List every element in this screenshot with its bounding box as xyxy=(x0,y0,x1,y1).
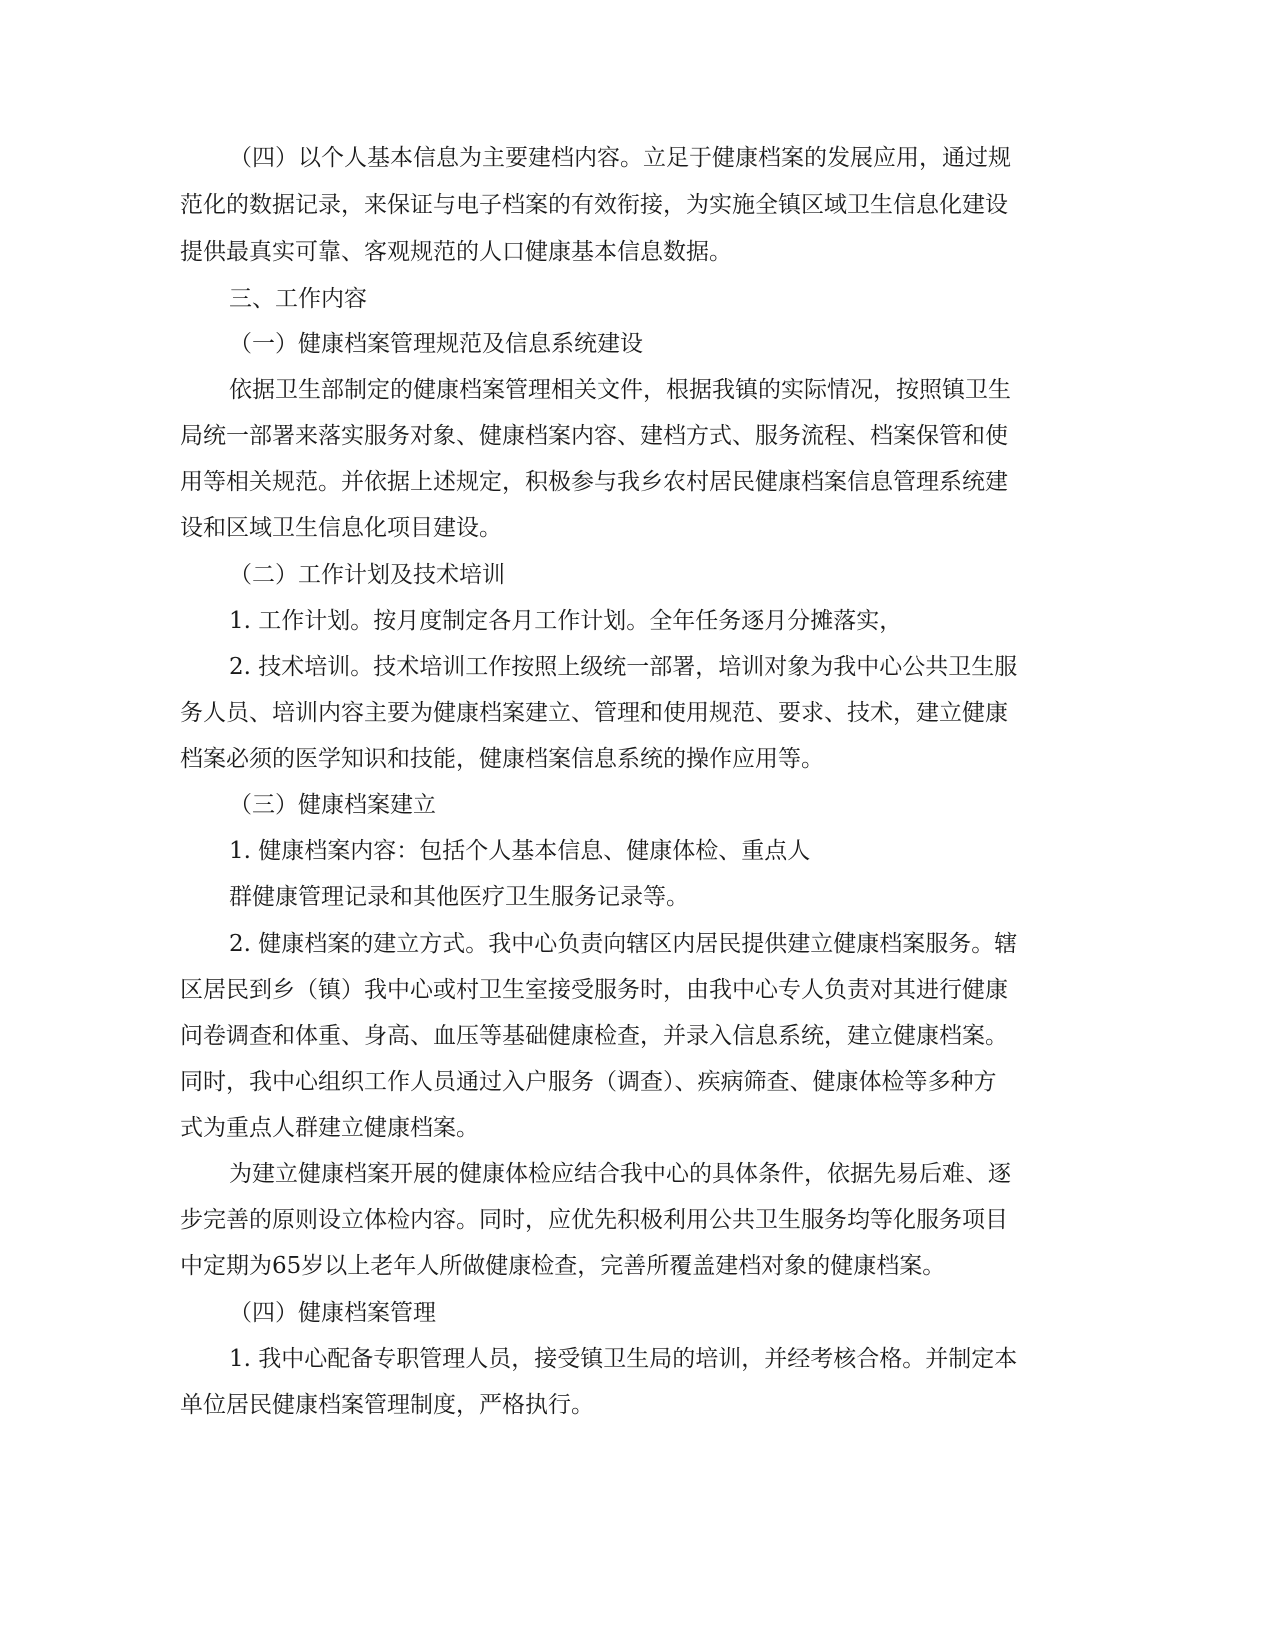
paragraph-4-line-2: 范化的数据记录，来保证与电子档案的有效衔接，为实施全镇区域卫生信息化建设 xyxy=(180,192,1008,218)
section-heading-work-content: 三、工作内容 xyxy=(229,286,367,312)
management-line-1: 1. 我中心配备专职管理人员，接受镇卫生局的培训，并经考核合格。并制定本 xyxy=(229,1346,1018,1372)
subheading-1: （一）健康档案管理规范及信息系统建设 xyxy=(229,331,643,357)
archive-content-line-1: 1. 健康档案内容：包括个人基本信息、健康体检、重点人 xyxy=(229,838,811,864)
archive-method-line-3: 问卷调查和体重、身高、血压等基础健康检查，并录入信息系统，建立健康档案。 xyxy=(180,1023,1008,1049)
paragraph-1-line-3: 用等相关规范。并依据上述规定，积极参与我乡农村居民健康档案信息管理系统建 xyxy=(180,469,1008,495)
training-line-2: 务人员、培训内容主要为健康档案建立、管理和使用规范、要求、技术，建立健康 xyxy=(180,700,1008,726)
paragraph-1-line-1: 依据卫生部制定的健康档案管理相关文件，根据我镇的实际情况，按照镇卫生 xyxy=(229,377,1011,403)
health-exam-line-1: 为建立健康档案开展的健康体检应结合我中心的具体条件，依据先易后难、逐 xyxy=(229,1161,1011,1187)
training-line-3: 档案必须的医学知识和技能，健康档案信息系统的操作应用等。 xyxy=(180,746,824,772)
health-exam-line-3: 中定期为65岁以上老年人所做健康检查，完善所覆盖建档对象的健康档案。 xyxy=(180,1253,946,1279)
subheading-3: （三）健康档案建立 xyxy=(229,792,436,818)
paragraph-4-line-3: 提供最真实可靠、客观规范的人口健康基本信息数据。 xyxy=(180,239,732,265)
subheading-2: （二）工作计划及技术培训 xyxy=(229,562,505,588)
paragraph-1-line-4: 设和区域卫生信息化项目建设。 xyxy=(180,515,502,541)
work-plan-line: 1. 工作计划。按月度制定各月工作计划。全年任务逐月分摊落实， xyxy=(229,608,903,634)
archive-method-line-2: 区居民到乡（镇）我中心或村卫生室接受服务时，由我中心专人负责对其进行健康 xyxy=(180,977,1008,1003)
management-line-2: 单位居民健康档案管理制度，严格执行。 xyxy=(180,1392,594,1418)
archive-method-line-4: 同时，我中心组织工作人员通过入户服务（调查）、疾病筛查、健康体检等多种方 xyxy=(180,1069,997,1095)
subheading-4: （四）健康档案管理 xyxy=(229,1300,436,1326)
health-exam-line-2: 步完善的原则设立体检内容。同时，应优先积极利用公共卫生服务均等化服务项目 xyxy=(180,1207,1008,1233)
archive-content-line-2: 群健康管理记录和其他医疗卫生服务记录等。 xyxy=(229,884,689,910)
archive-method-line-5: 式为重点人群建立健康档案。 xyxy=(180,1115,479,1141)
paragraph-4-line-1: （四）以个人基本信息为主要建档内容。立足于健康档案的发展应用，通过规 xyxy=(229,145,1011,171)
training-line-1: 2. 技术培训。技术培训工作按照上级统一部署，培训对象为我中心公共卫生服 xyxy=(229,654,1018,680)
archive-method-line-1: 2. 健康档案的建立方式。我中心负责向辖区内居民提供建立健康档案服务。辖 xyxy=(229,931,1018,957)
paragraph-1-line-2: 局统一部署来落实服务对象、健康档案内容、建档方式、服务流程、档案保管和使 xyxy=(180,423,1008,449)
